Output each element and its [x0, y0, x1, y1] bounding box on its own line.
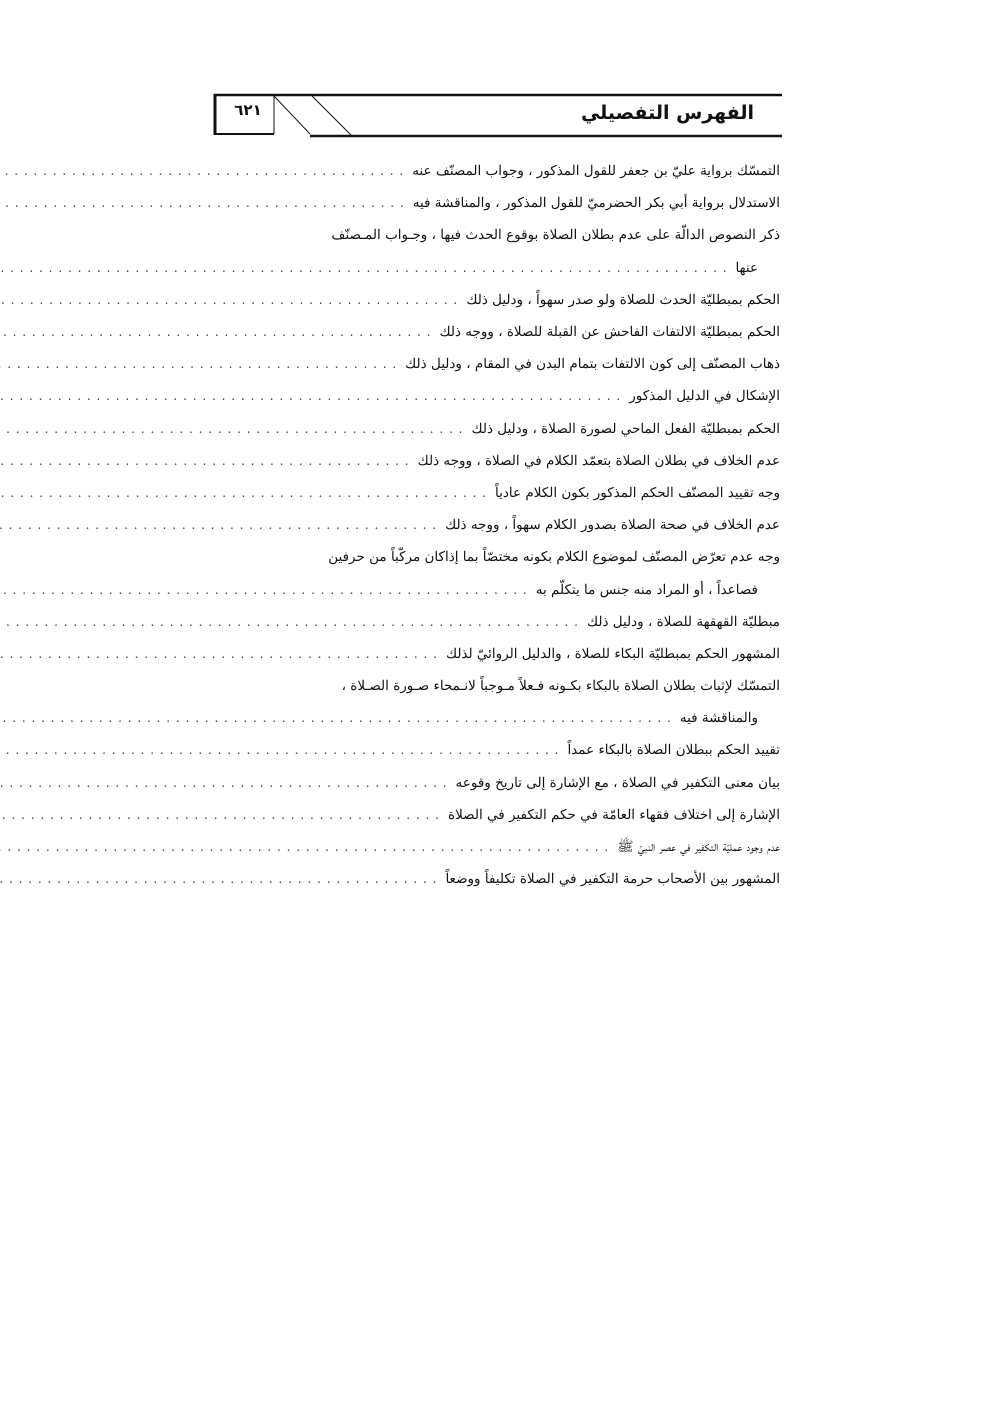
leader-dots — [0, 574, 536, 606]
toc-entry-title: الحكم بمبطليّة الالتفات الفاحش عن القبلة للصلاة ، ووجه ذلك — [439, 324, 780, 341]
toc-entry — [214, 831, 780, 863]
toc-entry-title: وجه عدم تعرّض المصنّف لموضوع الكلام بكونه مختصّاً بما إذاكان مركّباً من حرفين — [328, 549, 780, 566]
toc-entry — [214, 638, 780, 670]
page-title: الفهرس التفصيلي — [580, 102, 754, 124]
toc-entry-title: وجه تقييد المصنّف الحكم المذكور بكون الكلام عادياً — [495, 484, 780, 501]
toc-entry-title: الإشكال في الدليل المذكور — [629, 388, 780, 405]
leader-dots — [0, 863, 445, 895]
toc-entry-title: المشهور الحكم بمبطليّة البكاء للصلاة ، والدليل الروائيّ لذلك — [445, 645, 780, 662]
toc-entry-continuation — [214, 573, 780, 605]
toc-entry — [214, 863, 780, 895]
leader-dots — [0, 831, 617, 863]
running-header — [212, 92, 782, 138]
toc-entry — [214, 284, 780, 316]
leader-dots — [0, 316, 440, 348]
toc-entry-title-cont: عنها — [735, 259, 758, 276]
leader-dots — [0, 477, 495, 509]
toc-entry-title: بيان معنى التكفير في الصلاة ، مع الإشارة إلى تاريخ وقوعه — [455, 774, 780, 791]
toc-entry — [214, 348, 780, 380]
toc-entry-title: عدم الخلاف في صحة الصلاة بصدور الكلام سهواً ، ووجه ذلك — [445, 517, 780, 534]
leader-dots — [0, 606, 587, 638]
leader-dots — [0, 702, 680, 734]
toc-entry-continuation — [214, 702, 780, 734]
leader-dots — [0, 348, 405, 380]
leader-dots — [0, 734, 567, 766]
leader-dots — [0, 284, 466, 316]
toc-entry — [214, 799, 780, 831]
table-of-contents — [214, 155, 780, 895]
toc-entry — [214, 413, 780, 445]
toc-entry-continuation — [214, 252, 780, 284]
toc-entry-title: ذهاب المصنّف إلى كون الالتفات بتمام البدن في المقام ، ودليل ذلك — [405, 356, 780, 373]
toc-entry-title: التمسّك برواية عليّ بن جعفر للقول المذكور ، وجواب المصنّف عنه — [412, 163, 780, 180]
page-number: ٦٢١ — [234, 101, 262, 119]
toc-entry — [214, 187, 780, 219]
leader-dots — [0, 380, 629, 412]
toc-entry-title-cont: والمناقشة فيه — [679, 710, 758, 727]
toc-entry — [214, 670, 780, 702]
toc-entry-title: عدم الخلاف في بطلان الصلاة بتعمّد الكلام في الصلاة ، ووجه ذلك — [417, 452, 780, 469]
leader-dots — [0, 767, 456, 799]
toc-entry — [214, 541, 780, 573]
leader-dots — [0, 413, 471, 445]
toc-entry — [214, 155, 780, 187]
toc-entry — [214, 445, 780, 477]
toc-entry-title: الحكم بمبطليّة الحدث للصلاة ولو صدر سهواً ، ودليل ذلك — [466, 291, 780, 308]
toc-entry-title: الاستدلال برواية أبي بكر الحضرميّ للقول المذكور ، والمناقشة فيه — [412, 195, 780, 212]
leader-dots — [0, 252, 736, 284]
toc-entry-title: عدم وجود عمليّة التكفير في عصر النبيّ ﷺ — [617, 839, 780, 856]
toc-entry — [214, 767, 780, 799]
toc-entry-title: المشهور بين الأصحاب حرمة التكفير في الصلاة تكليفاً ووضعاً — [445, 871, 780, 888]
toc-entry-title: الحكم بمبطليّة الفعل الماحي لصورة الصلاة ، ودليل ذلك — [471, 420, 780, 437]
leader-dots — [0, 509, 445, 541]
leader-dots — [0, 799, 448, 831]
leader-dots — [0, 445, 418, 477]
toc-entry-title: ذكر النصوص الدالّة على عدم بطلان الصلاة بوقوع الحدث فيها ، وجـواب المـصنّف — [331, 227, 780, 244]
toc-entry-title: الإشارة إلى اختلاف فقهاء العامّة في حكم التكفير في الصلاة — [448, 806, 780, 823]
toc-entry-title: تقييد الحكم ببطلان الصلاة بالبكاء عمداً — [567, 742, 780, 759]
toc-entry-title-cont: فصاعداً ، أو المراد منه جنس ما يتكلّم به — [535, 581, 758, 598]
toc-entry — [214, 509, 780, 541]
toc-entry-title: التمسّك لإثبات بطلان الصلاة بالبكاء بكـونه فـعلاً مـوجباً لانـمحاء صـورة الصـلاة ، — [341, 678, 780, 695]
leader-dots — [0, 155, 412, 187]
leader-dots — [0, 187, 413, 219]
toc-entry-title: مبطليّة القهقهة للصلاة ، ودليل ذلك — [586, 613, 780, 630]
toc-entry — [214, 219, 780, 251]
toc-entry — [214, 380, 780, 412]
toc-entry — [214, 734, 780, 766]
toc-entry — [214, 316, 780, 348]
toc-entry — [214, 606, 780, 638]
leader-dots — [0, 638, 446, 670]
toc-entry — [214, 477, 780, 509]
